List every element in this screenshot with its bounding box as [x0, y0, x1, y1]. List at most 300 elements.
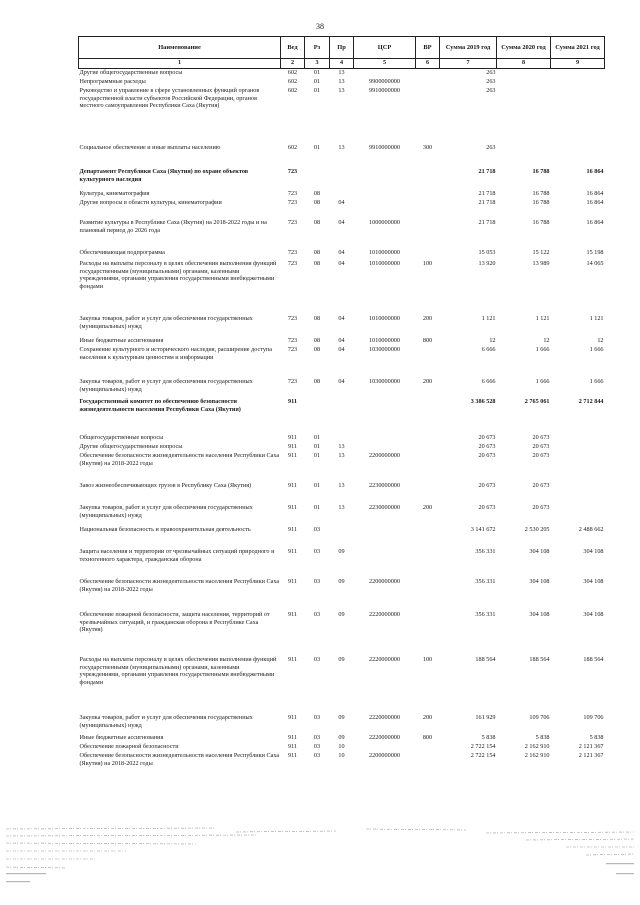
table-row — [79, 548, 605, 578]
row-sum-2019: 2 722 154 — [470, 743, 496, 750]
row-csr: 1010000000 — [369, 337, 400, 344]
row-sum-2019: 20 673 — [478, 482, 496, 489]
row-sum-2019: 263 — [486, 87, 496, 94]
row-sum-2019: 356 331 — [475, 548, 496, 555]
column-number: 4 — [330, 59, 354, 69]
row-sum-2019: 12 — [489, 337, 496, 344]
row-ved: 911 — [287, 578, 298, 585]
column-number: 2 — [281, 59, 305, 69]
row-name: Обеспечение безопасности жизнедеятельности населения Республики Саха (Якутия) на 2018-2022 годы — [79, 578, 280, 593]
table-row — [79, 611, 605, 656]
row-rz: 08 — [313, 260, 321, 267]
row-rz: 03 — [313, 752, 321, 759]
row-sum-2019: 20 673 — [478, 434, 496, 441]
row-rz: 01 — [313, 144, 321, 151]
row-rz: 03 — [313, 611, 321, 618]
row-sum-2021 — [551, 144, 605, 168]
row-rz: 01 — [313, 434, 321, 441]
row-ved: 911 — [287, 526, 298, 533]
row-vr: 200 — [422, 378, 433, 385]
row-sum-2020: 16 788 — [532, 199, 550, 206]
row-name: Национальная безопасность и правоохранительная деятельность — [79, 526, 251, 533]
row-csr: 1010000000 — [369, 249, 400, 256]
row-vr — [416, 482, 440, 504]
row-sum-2020: 1 666 — [535, 378, 550, 385]
row-csr: 2230000000 — [369, 482, 400, 489]
row-sum-2019: 263 — [486, 78, 496, 85]
row-sum-2021: 1 666 — [589, 346, 604, 353]
row-pr: 13 — [338, 452, 345, 459]
row-sum-2019: 21 718 — [478, 190, 496, 197]
row-sum-2019: 356 331 — [475, 611, 496, 618]
row-sum-2021: 304 108 — [583, 611, 604, 618]
row-rz: 03 — [313, 578, 321, 585]
row-name: Закупка товаров, работ и услуг для обеспечения государственных (муниципальных) нужд — [79, 315, 253, 330]
header-sum-2019: Сумма 2019 год — [440, 37, 497, 59]
row-pr — [330, 526, 354, 548]
row-ved: 911 — [287, 743, 298, 750]
table-row — [79, 443, 605, 452]
row-sum-2021: 16 864 — [586, 168, 604, 175]
row-sum-2020: 13 989 — [532, 260, 550, 267]
row-sum-2019: 5 838 — [481, 734, 496, 741]
row-sum-2021 — [551, 78, 605, 87]
row-rz: 01 — [313, 78, 321, 85]
row-sum-2019: 188 564 — [475, 656, 496, 663]
row-rz: 01 — [313, 504, 321, 511]
row-ved: 723 — [287, 219, 298, 226]
row-csr — [354, 526, 416, 548]
table-row — [79, 482, 605, 504]
budget-table — [78, 36, 605, 774]
row-sum-2021 — [551, 504, 605, 526]
row-sum-2021 — [551, 452, 605, 482]
row-sum-2019: 20 673 — [478, 504, 496, 511]
table-row — [79, 346, 605, 378]
row-sum-2020 — [497, 69, 551, 79]
row-sum-2021: 304 108 — [583, 548, 604, 555]
row-csr: 1000000000 — [369, 219, 400, 226]
row-vr — [416, 199, 440, 219]
row-ved: 723 — [287, 346, 298, 353]
row-sum-2019: 21 718 — [478, 219, 496, 226]
table-row — [79, 219, 605, 249]
row-csr: 2220000000 — [369, 714, 400, 721]
row-ved: 602 — [287, 87, 298, 94]
row-csr: 2200000000 — [369, 752, 400, 759]
row-csr: 2230000000 — [369, 504, 400, 511]
row-vr — [416, 219, 440, 249]
row-sum-2019: 13 920 — [478, 260, 496, 267]
row-vr — [416, 398, 440, 434]
table-row — [79, 452, 605, 482]
row-name: Защита населения и территории от чрезвычайных ситуаций природного и техногенного характера, гражданская оборона — [79, 548, 275, 563]
row-pr — [330, 168, 354, 190]
row-pr: 13 — [338, 504, 345, 511]
row-ved: 911 — [287, 434, 298, 441]
row-pr: 04 — [338, 249, 345, 256]
row-sum-2020: 2 162 910 — [524, 743, 550, 750]
row-sum-2020: 188 564 — [529, 656, 550, 663]
row-vr — [416, 526, 440, 548]
row-sum-2021: 304 108 — [583, 578, 604, 585]
header-sum-2020: Сумма 2020 год — [497, 37, 551, 59]
row-vr — [416, 548, 440, 578]
row-sum-2021: 109 706 — [583, 714, 604, 721]
table-row — [79, 168, 605, 190]
row-ved: 911 — [287, 504, 298, 511]
row-name: Департамент Республики Саха (Якутия) по охране объектов культурного наследия — [79, 168, 249, 183]
row-csr: 2220000000 — [369, 611, 400, 618]
row-vr — [416, 578, 440, 611]
header-row — [79, 37, 605, 59]
row-sum-2020: 109 706 — [529, 714, 550, 721]
row-rz: 08 — [313, 337, 321, 344]
row-sum-2019: 3 386 528 — [470, 398, 496, 405]
header-sum-2021: Сумма 2021 год — [551, 37, 605, 59]
row-ved: 723 — [287, 378, 298, 385]
row-vr — [416, 87, 440, 144]
column-number-row — [79, 59, 605, 69]
row-pr: 04 — [338, 260, 345, 267]
row-ved: 911 — [287, 752, 298, 759]
row-rz: 08 — [313, 190, 321, 197]
table-row — [79, 315, 605, 337]
row-pr: 13 — [338, 87, 345, 94]
row-csr: 2220000000 — [369, 656, 400, 663]
row-name: Другие общегосударственные вопросы — [79, 443, 183, 450]
row-csr: 1030000000 — [369, 378, 400, 385]
row-pr: 04 — [338, 346, 345, 353]
row-csr — [354, 190, 416, 199]
table-row — [79, 578, 605, 611]
row-sum-2021: 16 864 — [586, 190, 604, 197]
row-sum-2020: 20 673 — [532, 504, 550, 511]
row-sum-2021: 14 065 — [586, 260, 604, 267]
row-vr — [416, 78, 440, 87]
row-sum-2020: 304 108 — [529, 578, 550, 585]
row-sum-2020: 1 121 — [535, 315, 550, 322]
table-row — [79, 69, 605, 79]
column-number: 6 — [416, 59, 440, 69]
row-rz: 01 — [313, 87, 321, 94]
row-csr: 1030000000 — [369, 346, 400, 353]
row-ved: 723 — [287, 190, 298, 197]
row-vr — [416, 69, 440, 79]
row-sum-2020: 20 673 — [532, 482, 550, 489]
row-sum-2021 — [551, 87, 605, 144]
table-body — [79, 69, 605, 775]
row-name: Обеспечение пожарной безопасности — [79, 743, 179, 750]
row-sum-2020 — [497, 87, 551, 144]
table-row — [79, 526, 605, 548]
table-row — [79, 734, 605, 743]
row-name: Обеспечивающая подпрограмма — [79, 249, 165, 256]
row-pr: 04 — [338, 219, 345, 226]
row-ved: 911 — [287, 656, 298, 663]
row-rz: 08 — [313, 346, 321, 353]
row-ved: 911 — [287, 482, 298, 489]
row-rz: 01 — [313, 482, 321, 489]
row-name: Другие общегосударственные вопросы — [79, 69, 183, 76]
row-name: Закупка товаров, работ и услуг для обеспечения государственных (муниципальных) нужд — [79, 714, 253, 729]
row-ved: 602 — [287, 144, 298, 151]
row-pr: 13 — [338, 144, 345, 151]
header-name: Наименование — [79, 37, 281, 59]
row-pr: 13 — [338, 443, 345, 450]
row-sum-2021: 2 121 367 — [578, 743, 604, 750]
table-row — [79, 743, 605, 752]
row-ved: 602 — [287, 69, 298, 76]
row-pr: 09 — [338, 714, 345, 721]
table-row — [79, 752, 605, 774]
row-sum-2020: 16 788 — [532, 190, 550, 197]
row-name: Обеспечение безопасности жизнедеятельности населения Республики Саха (Якутия) на 2018-2022 годы — [79, 752, 280, 767]
row-sum-2021 — [551, 69, 605, 79]
row-vr: 200 — [422, 714, 433, 721]
row-rz: 08 — [313, 249, 321, 256]
row-sum-2020: 20 673 — [532, 452, 550, 459]
table-row — [79, 78, 605, 87]
row-sum-2019: 21 718 — [478, 168, 496, 175]
row-vr — [416, 190, 440, 199]
row-sum-2019: 263 — [486, 144, 496, 151]
row-sum-2019: 2 722 154 — [470, 752, 496, 759]
header-ved: Вед — [281, 37, 305, 59]
table-row — [79, 190, 605, 199]
row-rz: 03 — [313, 526, 321, 533]
row-sum-2019: 6 666 — [481, 346, 496, 353]
table-row — [79, 398, 605, 434]
column-number: 3 — [305, 59, 330, 69]
row-rz: 08 — [313, 219, 321, 226]
row-rz: 01 — [313, 452, 321, 459]
row-sum-2020: 5 838 — [535, 734, 550, 741]
row-csr — [354, 443, 416, 452]
row-csr — [354, 548, 416, 578]
row-ved: 911 — [288, 398, 297, 405]
row-pr: 13 — [338, 69, 345, 76]
row-sum-2020: 304 108 — [529, 548, 550, 555]
header-rz: Рз — [305, 37, 330, 59]
row-name: Обеспечение пожарной безопасности, защита населения, территорий от чрезвычайных ситуаций, и гражданская оборона в Республике Саха (Якутия) — [79, 611, 270, 634]
row-sum-2020: 2 530 205 — [524, 526, 550, 533]
row-csr — [354, 434, 416, 443]
row-vr: 800 — [422, 734, 433, 741]
row-sum-2020: 1 666 — [535, 346, 550, 353]
row-sum-2021: 16 864 — [586, 199, 604, 206]
row-vr: 200 — [422, 504, 433, 511]
row-name: Завоз жизнеобеспечивающих грузов в Республику Саха (Якутия) — [79, 482, 252, 489]
row-csr — [354, 398, 416, 434]
row-sum-2021 — [551, 482, 605, 504]
row-sum-2021 — [551, 434, 605, 443]
row-vr: 100 — [422, 260, 433, 267]
row-pr: 04 — [338, 315, 345, 322]
table-row — [79, 378, 605, 398]
row-csr — [354, 69, 416, 79]
row-sum-2021 — [551, 443, 605, 452]
row-sum-2020: 2 162 910 — [524, 752, 550, 759]
row-ved: 602 — [287, 78, 298, 85]
row-pr: 09 — [338, 656, 345, 663]
row-sum-2021: 188 564 — [583, 656, 604, 663]
row-csr — [354, 743, 416, 752]
row-pr: 13 — [338, 78, 345, 85]
row-sum-2021: 2 488 662 — [578, 526, 604, 533]
row-csr — [354, 168, 416, 190]
row-name: Расходы на выплаты персоналу в целях обеспечения выполнения функций государственными (муниципальными) органами, казенными учреждениями, органами управления государственными внебюджетными фондами — [79, 260, 277, 290]
row-csr: 9910000000 — [369, 87, 400, 94]
table-row — [79, 434, 605, 443]
row-sum-2019: 20 673 — [478, 443, 496, 450]
row-rz — [305, 398, 330, 434]
row-vr — [416, 434, 440, 443]
row-name: Государственный комитет по обеспечению безопасности жизнедеятельности населения Республики Саха (Якутия) — [79, 398, 241, 413]
row-vr — [416, 452, 440, 482]
row-sum-2019: 263 — [486, 69, 496, 76]
row-sum-2019: 15 053 — [478, 249, 496, 256]
row-name: Социальное обеспечение и иные выплаты населению — [79, 144, 221, 151]
column-number: 1 — [79, 59, 281, 69]
row-name: Общегосударственные вопросы — [79, 434, 164, 441]
row-csr: 9900000000 — [369, 78, 400, 85]
header-vr: ВР — [416, 37, 440, 59]
row-ved: 911 — [287, 714, 298, 721]
row-pr: 09 — [338, 578, 345, 585]
row-sum-2020: 16 788 — [532, 219, 550, 226]
row-name: Расходы на выплаты персоналу в целях обеспечения выполнения функций государственными (муниципальными) органами, казенными учреждениями, органами управления государственными внебюджетными фондами — [79, 656, 277, 686]
row-pr: 09 — [338, 548, 345, 555]
row-pr: 10 — [338, 752, 345, 759]
row-sum-2021: 16 864 — [586, 219, 604, 226]
table-row — [79, 260, 605, 315]
row-rz: 03 — [313, 548, 321, 555]
row-csr: 2220000000 — [369, 734, 400, 741]
table-row — [79, 504, 605, 526]
row-ved: 723 — [287, 337, 298, 344]
row-ved: 911 — [287, 611, 298, 618]
row-vr: 100 — [422, 656, 433, 663]
row-sum-2020 — [497, 78, 551, 87]
row-rz: 01 — [313, 69, 321, 76]
table-row — [79, 337, 605, 346]
row-rz: 08 — [313, 315, 321, 322]
column-number: 7 — [440, 59, 497, 69]
row-vr — [416, 168, 440, 190]
row-rz: 08 — [313, 378, 321, 385]
row-sum-2019: 356 331 — [475, 578, 496, 585]
row-ved: 911 — [287, 452, 298, 459]
row-pr: 10 — [338, 743, 345, 750]
row-name: Закупка товаров, работ и услуг для обеспечения государственных (муниципальных) нужд — [79, 504, 253, 519]
table-row — [79, 144, 605, 168]
scan-artifact — [6, 823, 634, 899]
table-row — [79, 199, 605, 219]
row-vr — [416, 346, 440, 378]
column-number: 9 — [551, 59, 605, 69]
row-pr — [330, 398, 354, 434]
column-number: 8 — [497, 59, 551, 69]
row-pr — [330, 434, 354, 443]
row-vr: 800 — [422, 337, 433, 344]
row-vr: 200 — [422, 315, 433, 322]
table-row — [79, 249, 605, 260]
row-name: Развитие культуры в Республике Саха (Якутия) на 2018-2022 годы и на плановый период до 2026 года — [79, 219, 267, 234]
row-name: Иные бюджетные ассигнования — [79, 337, 164, 344]
row-vr — [416, 249, 440, 260]
row-csr: 1010000000 — [369, 315, 400, 322]
row-sum-2021: 2 712 844 — [578, 398, 604, 405]
row-pr — [330, 190, 354, 199]
table-row — [79, 87, 605, 144]
row-ved: 723 — [287, 260, 298, 267]
row-vr — [416, 611, 440, 656]
row-sum-2020: 12 — [543, 337, 550, 344]
header-csr: ЦСР — [354, 37, 416, 59]
row-sum-2019: 6 666 — [481, 378, 496, 385]
row-pr: 13 — [338, 482, 345, 489]
row-pr: 04 — [338, 337, 345, 344]
row-name: Иные бюджетные ассигнования — [79, 734, 164, 741]
row-sum-2019: 20 673 — [478, 452, 496, 459]
row-vr — [416, 752, 440, 774]
row-sum-2021: 5 838 — [589, 734, 604, 741]
row-sum-2020 — [497, 144, 551, 168]
row-ved: 911 — [287, 443, 298, 450]
row-sum-2020: 20 673 — [532, 434, 550, 441]
row-name: Другие вопросы в области культуры, кинематографии — [79, 199, 222, 206]
row-sum-2019: 21 718 — [478, 199, 496, 206]
row-pr: 09 — [338, 611, 345, 618]
row-sum-2021: 12 — [597, 337, 604, 344]
row-pr: 04 — [338, 378, 345, 385]
header-pr: Пр — [330, 37, 354, 59]
row-name: Закупка товаров, работ и услуг для обеспечения государственных (муниципальных) нужд — [79, 378, 253, 393]
row-csr: 2200000000 — [369, 452, 400, 459]
row-rz: 03 — [313, 734, 321, 741]
row-sum-2019: 161 929 — [475, 714, 496, 721]
row-ved: 723 — [287, 199, 298, 206]
row-rz: 03 — [313, 714, 321, 721]
row-csr: 9910000000 — [369, 144, 400, 151]
row-name: Непрограммные расходы — [79, 78, 146, 85]
row-ved: 911 — [287, 734, 298, 741]
row-ved: 723 — [287, 315, 298, 322]
row-ved: 723 — [287, 168, 298, 175]
row-ved: 723 — [287, 249, 298, 256]
row-sum-2020: 304 108 — [529, 611, 550, 618]
row-rz: 08 — [313, 199, 321, 206]
row-sum-2020: 15 122 — [532, 249, 550, 256]
row-vr — [416, 443, 440, 452]
row-csr — [354, 199, 416, 219]
row-rz: 03 — [313, 656, 321, 663]
page-number: 38 — [316, 22, 324, 31]
row-rz — [305, 168, 330, 190]
row-name: Сохранение культурного и исторического наследия, расширение доступа населения к культурным ценностям и информации — [79, 346, 273, 361]
row-pr: 09 — [338, 734, 345, 741]
row-name: Обеспечение безопасности жизнедеятельности населения Республики Саха (Якутия) на 2018-2022 годы — [79, 452, 280, 467]
row-name: Руководство и управление в сфере установленных функций органов государственной власти субъектов Российской Федерации, органов местного самоуправления Республики Саха (Якутия) — [79, 87, 260, 110]
row-name: Культура, кинематография — [79, 190, 150, 197]
column-number: 5 — [354, 59, 416, 69]
row-sum-2020: 16 788 — [532, 168, 550, 175]
row-sum-2021: 15 198 — [586, 249, 604, 256]
row-csr: 1010000000 — [369, 260, 400, 267]
row-vr — [416, 743, 440, 752]
row-csr: 2200000000 — [369, 578, 400, 585]
